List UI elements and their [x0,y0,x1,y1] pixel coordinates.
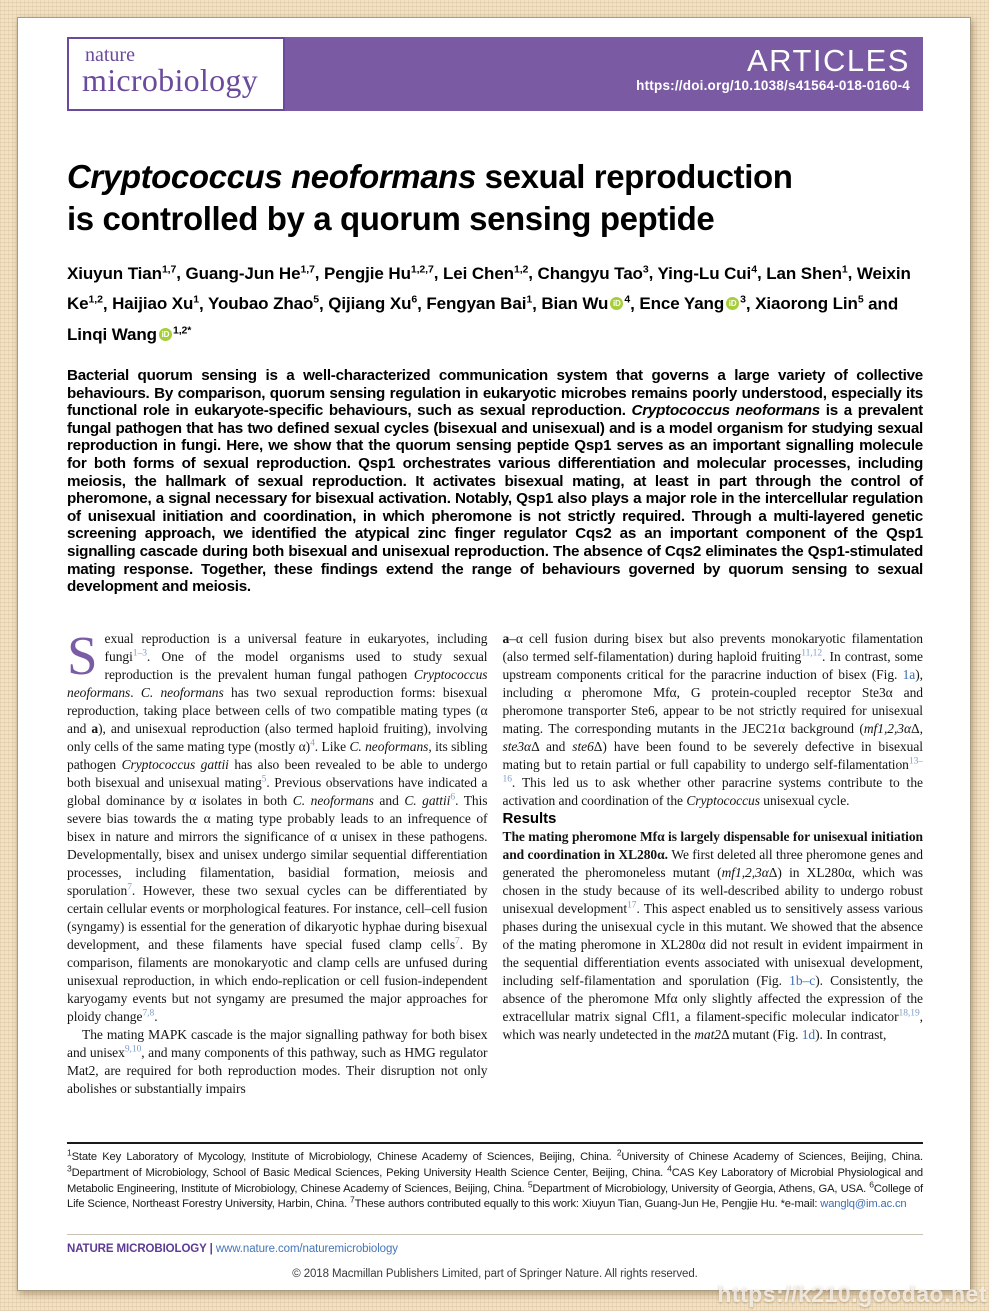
author [541,294,630,313]
reference-superscript[interactable]: 7 [127,882,132,893]
author-affiliation-superscript: 3 [642,263,649,275]
footer-journal-line [67,1243,923,1255]
inline-link[interactable]: 1d [801,1026,816,1042]
inline-link[interactable]: 1a [902,666,916,682]
author [185,264,314,283]
author-affiliation-superscript: 1,7 [161,263,177,275]
abstract: Bacterial quorum sensing is a well-characterized communication system that governs a large variety of collective behaviours. By comparison, quorum sensing regulation in eukaryotic microbes remains poorly understood, especially its functional role in eukaryote-specific behaviours, such as sexual reproduction. Cryptococcus neoformans is a prevalent fungal pathogen that has two defined sexual cycles (bisexual and unisexual) and is a model organism for studying sexual reproduction in fungi. Here, we show that the quorum sensing peptide Qsp1 serves as an important signalling molecule for both forms of sexual reproduction. Qsp1 orchestrates various differentiation and molecular processes, including meiosis, the hallmark of sexual reproduction. It activates bisexual mating, at least in part through the control of pheromone, a signal necessary for bisexual activation. Notably, Qsp1 also plays a major role in the intercellular regulation of unisexual initiation and coordination, in which pheromone is not strictly required. Through a multi-layered genetic screening approach, we identified the atypical zinc finger regulator Cqs2 as an important component of the Qsp1 signalling cascade during both bisexual and unisexual reproduction. The absence of Cqs2 eliminates the Qsp1-stimulated mating response. Together, these findings extend the range of behaviours governed by quorum sensing to sexual development and meiosis. [67,366,923,596]
author [538,264,649,283]
author-affiliation-superscript: 4 [624,293,631,306]
inline-link[interactable]: wanglq@im.ac.cn [820,1198,907,1211]
author-name: Linqi Wang [67,324,157,344]
author [112,294,199,313]
footer-separator: | [206,1243,216,1255]
title-species-italic: Cryptococcus neoformans [67,158,476,195]
reference-superscript[interactable]: 7 [455,936,460,947]
author [67,325,191,344]
author-name: Xiuyun Tian [67,263,162,283]
body-column-left [67,630,488,1142]
title-rest: sexual reproduction [475,158,793,195]
affiliations-block [67,1142,923,1224]
page-footer [67,1234,923,1280]
author-name: Guang-Jun He [185,263,301,283]
author-name: Bian Wu [541,294,609,314]
reference-superscript[interactable]: 9,10 [124,1044,142,1055]
masthead [67,37,923,111]
author-name: Xiaorong Lin [755,294,858,314]
author-name: Changyu Tao [537,263,643,283]
reference-superscript[interactable]: 7 [350,1194,355,1205]
author-name: Lan Shen [766,263,842,283]
author [639,294,746,313]
reference-superscript[interactable]: 1 [67,1147,72,1158]
orcid-icon[interactable]: iD [610,297,623,310]
author-affiliation-superscript: 1 [193,293,200,306]
inline-link[interactable]: 1b–c [789,972,816,988]
author [658,264,757,283]
author-list: Xiuyun Tian$^{1,7}$, Guang-Jun He$^{1,7}$, Pengjie Hu$^{1,2,7}$, Lei Chen$^{1,2}$, Changyu Tao$^3$, Ying-Lu Cui$^4$, Lan Shen$^1$, Weixin Ke$^{1,2}$, Haijiao Xu$^1$, Youbao Zhao$^5$, Qijiang Xu$^6$, Fengyan Bai$^1$, Bian Wu iD $^4$, Ence Yang iD $^3$, Xiaorong Lin$^5$ and Linqi Wang iD $^{1,2*}$ [67,263,911,344]
author-name: Haijiao Xu [112,294,194,314]
watermark: https://k210.goodao.net [717,1281,987,1307]
page-content [67,37,923,1142]
title-line2: is controlled by a quorum sensing peptide [67,200,715,237]
author-affiliation-superscript: 1 [841,263,848,275]
mapk-paragraph: The mating MAPK cascade is the major signalling pathway for both bisex and unisex$^{9,10}$, and many components of this pathway, such as HMG regulator Mat2, are required for both reproduction modes. Their disruption not only abolishes or substantially impairs [67,1026,488,1096]
author-name: Ence Yang [639,294,725,314]
orcid-icon[interactable]: iD [726,297,739,310]
doi-link[interactable]: https://doi.org/10.1038/s41564-018-0160-4 [636,78,910,93]
author-name: Youbao Zhao [207,294,314,314]
copyright-notice: © 2018 Macmillan Publishers Limited, part of Springer Nature. All rights reserved. [292,1268,698,1280]
author-name: Fengyan Bai [426,294,527,314]
article-title [67,156,923,240]
reference-superscript[interactable]: 18,19 [898,1008,920,1019]
author [426,294,532,313]
reference-superscript[interactable]: 4 [310,738,315,749]
results-paragraph: The mating pheromone Mfα is largely dispensable for unisexual initiation and coordination in XL280α. We first deleted all three pheromone genes and generated the pheromoneless mutant (mf1,2,3αΔ) in XL280α, which was chosen in the study because of its well-described ability to undergo robust unisexual development$^{17}$. This aspect enabled us to sensitively assess various phases during the unisexual cycle in this mutant. We showed that the absence of the mating pheromone in XL280α did not result in evident impairment in the sequential differentiation events associated with unisexual development, including self-filamentation and sporulation (Fig. 1b–c). Consistently, the absence of the pheromone Mfα only slightly affected the expression of the extracellular matrix signal Cfl1, a filament-specific molecular indicator$^{18,19}$, which was nearly undetected in the mat2Δ mutant (Fig. 1d). In contrast, [502,828,923,1042]
author-affiliation-superscript: 5 [313,293,320,306]
reference-superscript[interactable]: 6 [869,1178,874,1189]
body-columns [67,630,923,1142]
author-affiliation-superscript: 1,2,7 [410,263,434,275]
author-affiliation-superscript: 1,7 [300,263,315,275]
author-affiliation-superscript: 3 [740,293,746,306]
reference-superscript[interactable]: 4 [667,1163,672,1174]
reference-superscript[interactable]: 3 [67,1163,72,1174]
results-heading: Results [502,809,557,827]
author [324,264,434,283]
author-affiliation-superscript: 1,2 [88,293,103,306]
article-type-label: ARTICLES [746,43,910,78]
reference-superscript[interactable]: 1–3 [132,648,147,659]
author-affiliation-superscript: 1,2 [513,263,529,275]
author-affiliation-superscript: 4 [751,263,757,275]
author-affiliation-superscript: 1 [526,293,533,306]
author [67,264,176,283]
nature-microbiology-logo [67,37,285,111]
affiliations-rule [67,1142,923,1144]
author [208,294,319,313]
reference-superscript[interactable]: 2 [616,1147,622,1158]
author [766,264,847,283]
reference-superscript[interactable]: 6 [450,792,456,803]
footer-journal-name: NATURE MICROBIOLOGY [67,1243,207,1255]
author [443,264,528,283]
reference-superscript[interactable]: 11,12 [801,648,823,659]
author [755,294,863,313]
footer-rule [67,1234,923,1235]
intro-paragraph: Sexual reproduction is a universal feature in eukaryotes, including fungi$^{1-3}$. One of the model organisms used to study sexual reproduction is the prevalent human fungal pathogen Cryptococcus neoformans. C. neoformans has two sexual reproduction forms: bisexual reproduction, taking place between cells of two compatible mating types (α and a), and unisexual reproduction (also termed haploid fruiting), involving only cells of the same mating type (mostly α)$^4$. Like C. neoformans, its sibling pathogen Cryptococcus gattii has also been revealed to be able to undergo both bisexual and unisexual mating$^5$. Previous observations have indicated a global dominance by α isolates in both C. neoformans and C. gattii$^6$. This severe bias towards the α mating type probably leads to an infrequence of bisex in nature and mirrors the significance of α unisex in these pathogens. Developmentally, bisex and unisex undergo similar sequential differentiation processes, including filamentation, basidial formation, meiosis and sporulation$^7$. However, these two sexual cycles can be differentiated by certain cellular events or morphological features. For instance, cell–cell fusion (syngamy) is essential for the generation of dikaryotic hyphae during bisexual development, and these filaments have special fused clamp cells$^7$. By comparison, filaments are monokaryotic and clamp cells are unfused during unisexual reproduction, in which endo-replication or cell fusion-independent karyogamy events but not syngamy are presumed the major approaches for ploidy change$^{7,8}$. [67,629,488,1024]
continuation-paragraph: a–α cell fusion during bisex but also prevents monokaryotic filamentation (also termed self-filamentation) during haploid fruiting$^{11,12}$. In contrast, some upstream components critical for the paracrine induction of bisex (Fig. 1a), including α pheromone Mfα, G protein-coupled receptor Ste3α and pheromone transporter Ste6, appear to be not strictly required for unisexual mating. The corresponding mutants in the JEC21α background (mf1,2,3αΔ, ste3αΔ and ste6Δ) have been found to be severely defective in bisexual mating but to retain partial or full capability to undergo self-filamentation$^{13-16}$. This led us to ask whether other paracrine systems contribute to the activation and coordination of the Cryptococcus unisexual cycle. [502,630,923,808]
author [328,294,417,313]
article-page [17,17,971,1291]
reference-superscript[interactable]: 17 [627,900,637,911]
author-affiliation-superscript: 1,2* [172,324,192,337]
reference-superscript[interactable]: 5 [261,774,267,785]
affiliations-text: $^1$State Key Laboratory of Mycology, Institute of Microbiology, Chinese Academy of Sciences, Beijing, China. $^2$University of Chinese Academy of Sciences, Beijing, China. $^3$Department of Microbiology, School of Basic Medical Sciences, Peking University Health Science Center, Beijing, China. $^4$CAS Key Laboratory of Microbial Physiological and Metabolic Engineering, Institute of Microbiology, Chinese Academy of Sciences, Beijing, China. $^5$Department of Microbiology, University of Georgia, Athens, GA, USA. $^6$College of Life Science, Northeast Forestry University, Harbin, China. $^7$These authors contributed equally to this work: Xiuyun Tian, Guang-Jun He, Pengjie Hu. *e-mail: wanglq@im.ac.cn [67,1147,924,1211]
author-name: Lei Chen [442,263,514,283]
reference-superscript[interactable]: 13–16 [502,756,923,785]
body-column-right [503,630,924,1142]
author-name: Pengjie Hu [324,263,411,283]
logo-word-nature: nature [85,44,135,66]
drop-cap: S [67,629,98,686]
author-affiliation-superscript: 6 [411,293,418,306]
logo-word-microbiology: microbiology [82,62,259,98]
author-name: Qijiang Xu [328,294,412,314]
articles-banner [285,37,923,111]
reference-superscript[interactable]: 5 [527,1178,533,1189]
footer-journal-url[interactable]: www.nature.com/naturemicrobiology [215,1243,398,1255]
reference-superscript[interactable]: 7,8 [142,1008,155,1019]
author-affiliation-superscript: 5 [857,293,864,306]
author-name: Weixin Ke [67,263,911,314]
author-name: Ying-Lu Cui [657,263,752,283]
orcid-icon[interactable]: iD [159,328,172,341]
